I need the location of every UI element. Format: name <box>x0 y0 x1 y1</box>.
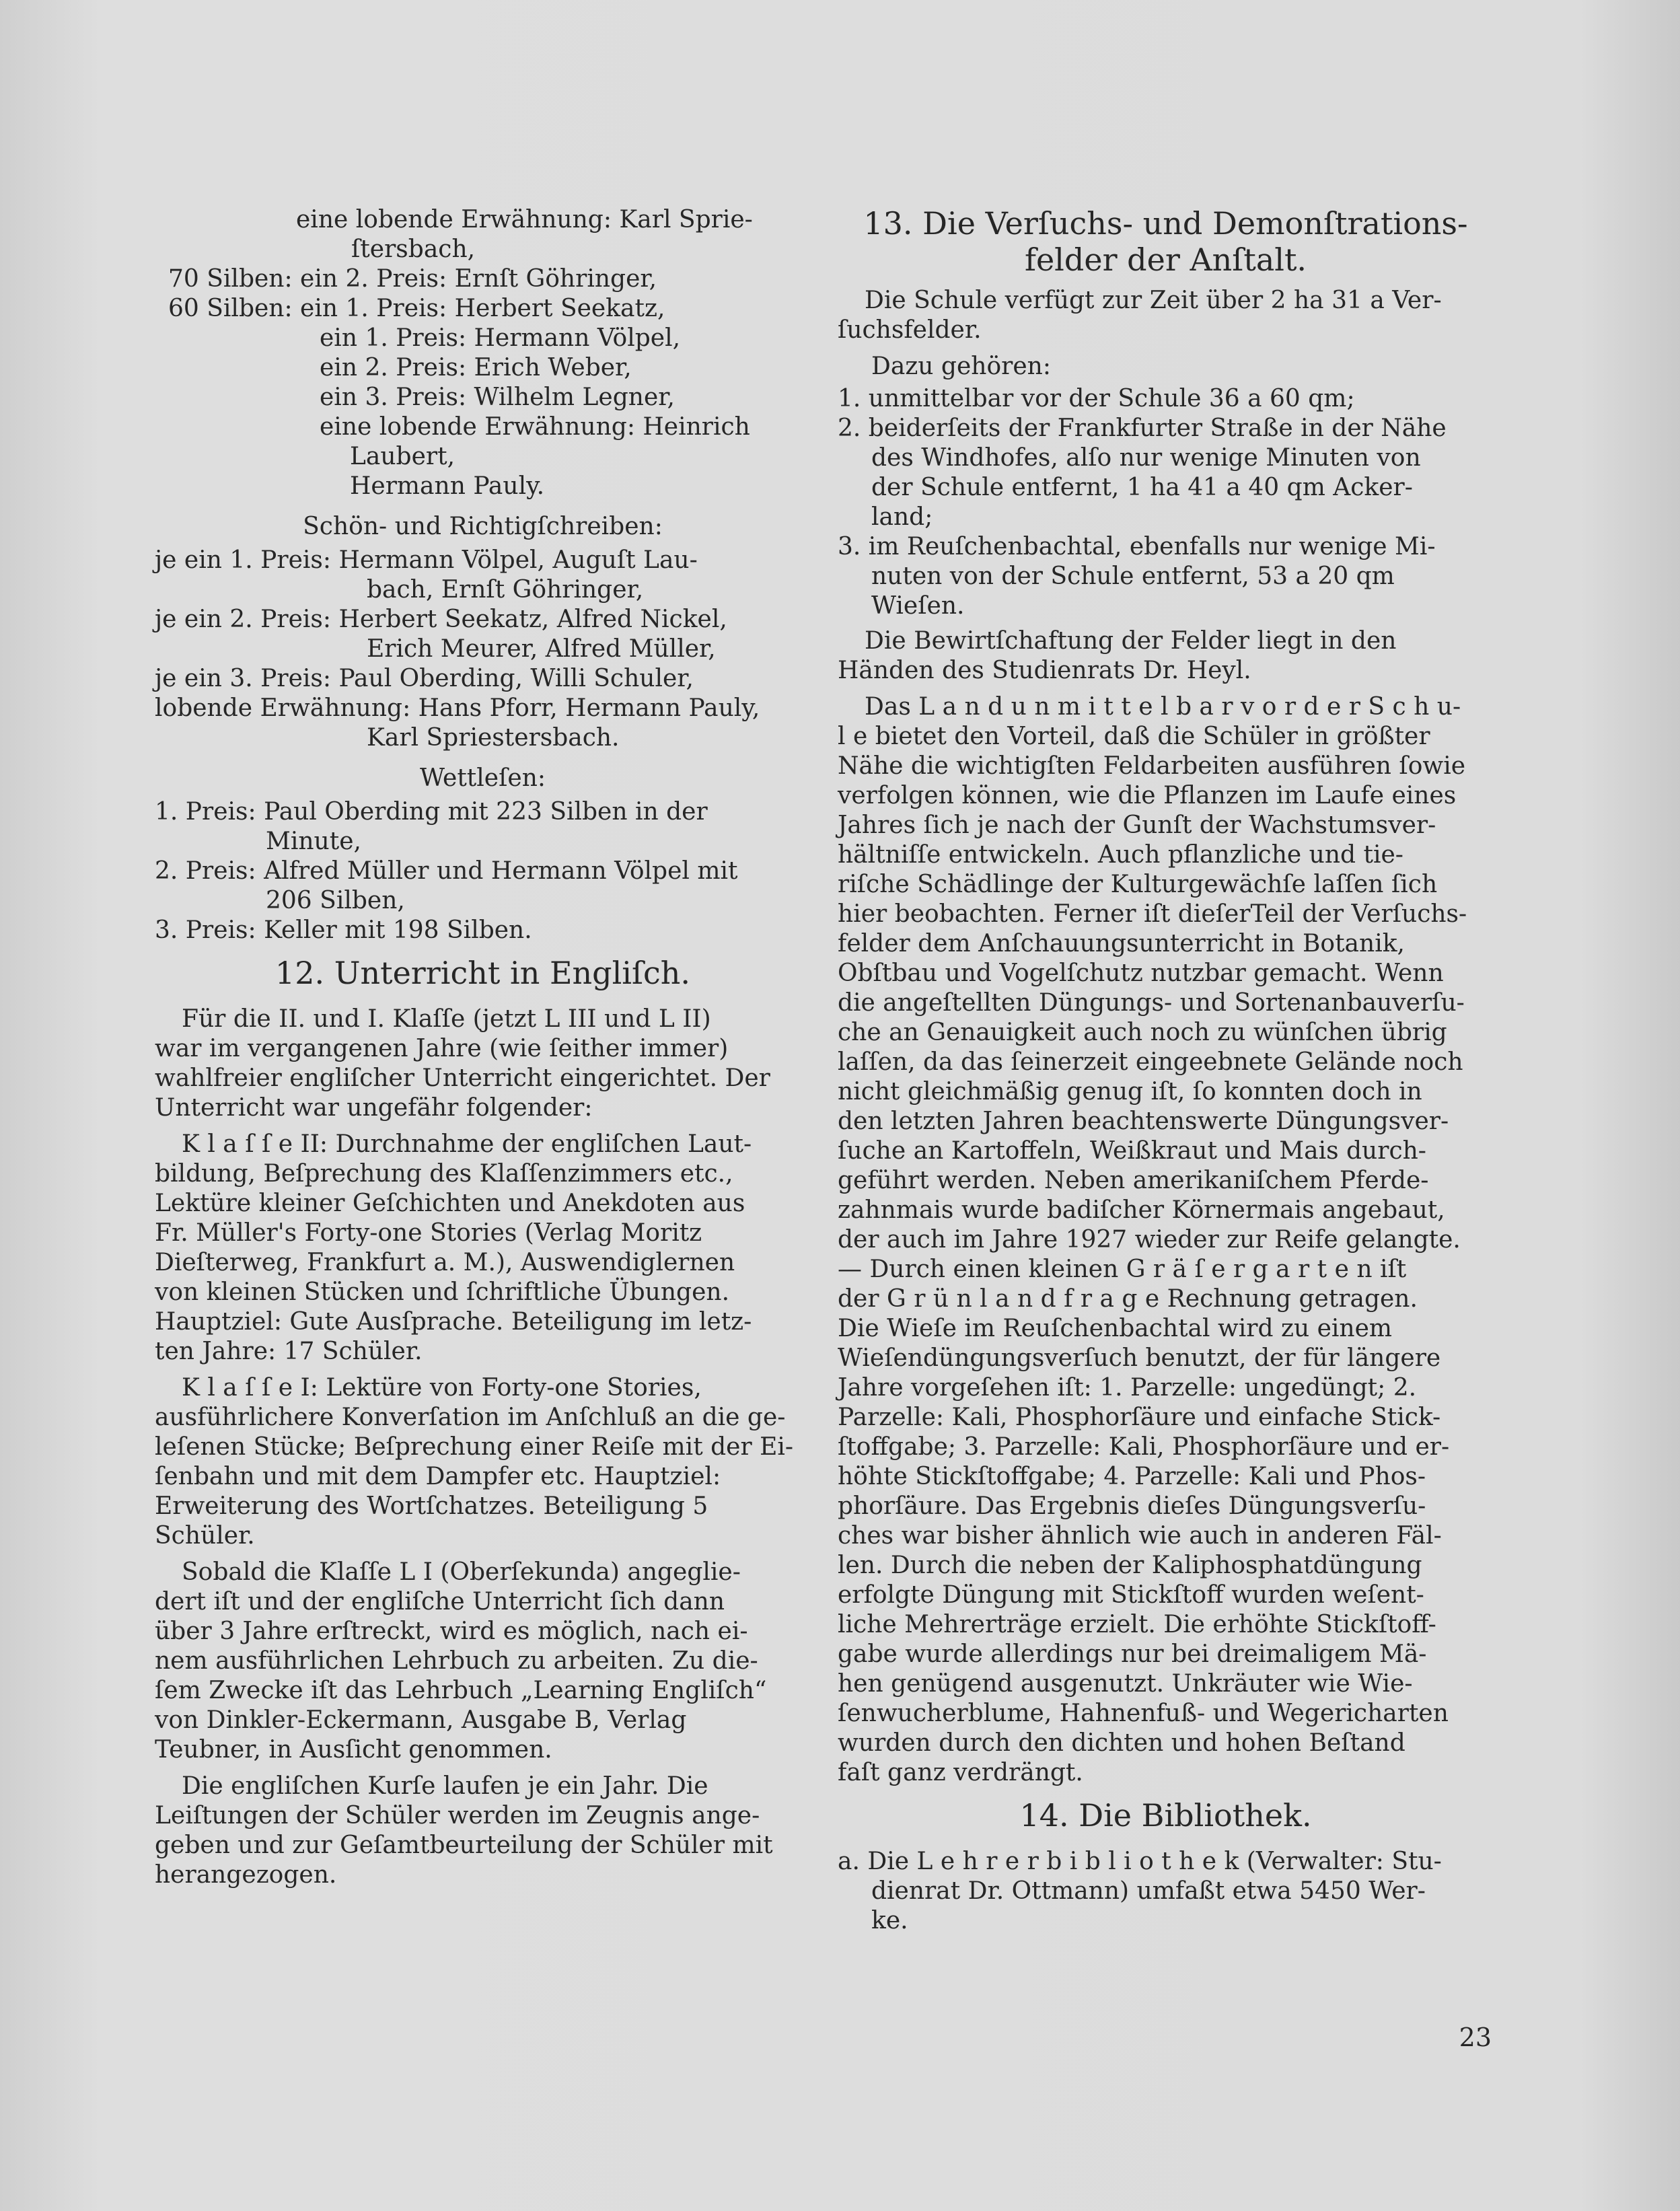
paragraph <box>155 1558 811 1765</box>
text-line: l e bietet den Vorteil, daß die Schüler in größter <box>838 723 1430 750</box>
text-line: 1. unmittelbar vor der Schule 36 a 60 qm; <box>838 385 1355 412</box>
text-line: 3. Preis: Keller mit 198 Silben. <box>155 916 532 944</box>
text-line: Nähe die wichtigſten Feldarbeiten ausführen ſowie <box>838 752 1466 780</box>
text-line: K l a ſ ſ e I: Lektüre von Forty-one Stories, <box>182 1374 702 1402</box>
text-line: Wieſendüngungsverſuch benutzt, der für längere <box>838 1344 1441 1372</box>
text-line: nem ausführlichen Lehrbuch zu arbeiten. Zu die- <box>155 1647 758 1675</box>
text-line: ausführlichere Konverſation im Anſchluß an die ge- <box>155 1404 786 1431</box>
right-column <box>838 205 1494 1936</box>
text-line: über 3 Jahre erſtreckt, wird es möglich, nach ei- <box>155 1618 748 1645</box>
text-line: ſtoffgabe; 3. Parzelle: Kali, Phosphorſäure und er- <box>838 1433 1450 1461</box>
text-line: eine lobende Erwähnung: Heinrich <box>320 413 750 441</box>
text-line: faſt ganz verdrängt. <box>838 1759 1083 1786</box>
text-line: Lektüre kleiner Geſchichten und Anekdoten aus <box>155 1190 745 1217</box>
text-line: Karl Spriestersbach. <box>367 724 620 752</box>
text-line: Teubner, in Ausſicht genommen. <box>155 1736 552 1764</box>
schoen-list <box>155 546 811 753</box>
text-line: Händen des Studienrats Dr. Heyl. <box>838 657 1251 684</box>
text-line: ein 3. Preis: Wilhelm Legner, <box>320 384 675 411</box>
section-14-heading: 14. Die Bibliothek. <box>1019 1797 1312 1834</box>
text-line: Hauptziel: Gute Ausſprache. Beteiligung im letz- <box>155 1308 752 1336</box>
text-line: len. Durch die neben der Kaliphosphatdüngung <box>838 1552 1422 1579</box>
text-line: Laubert, <box>350 443 455 470</box>
text-line: K l a ſ ſ e II: Durchnahme der engliſchen Laut- <box>182 1130 752 1158</box>
text-line: bach, Ernſt Göhringer, <box>367 576 644 604</box>
text-line: erfolgte Düngung mit Stickſtoff wurden weſent- <box>838 1581 1424 1609</box>
text-line: riſche Schädlinge der Kulturgewächſe laſſen ſich <box>838 871 1438 898</box>
text-line: nicht gleichmäßig genug iſt, ſo konnten doch in <box>838 1078 1422 1106</box>
text-line: 1. Preis: Paul Oberding mit 223 Silben in der <box>155 798 708 826</box>
text-line: 70 Silben: ein 2. Preis: Ernſt Göhringer, <box>168 265 657 293</box>
text-line: dert iſt und der engliſche Unterricht ſich dann <box>155 1588 725 1616</box>
left-column <box>155 205 811 1897</box>
text-line: den letzten Jahren beachtenswerte Düngungsver- <box>838 1108 1449 1135</box>
text-line: Dieſterweg, Frankfurt a. M.), Auswendiglernen <box>155 1249 735 1276</box>
text-line: a. Die L e h r e r b i b l i o t h e k (Verwalter: Stu- <box>838 1848 1442 1875</box>
text-line: Erich Meurer, Alfred Müller, <box>367 635 716 663</box>
text-line: felder dem Anſchauungsunterricht in Botanik, <box>838 930 1405 957</box>
paragraph <box>838 286 1494 345</box>
paragraph <box>155 1005 811 1123</box>
text-line: Das L a n d u n m i t t e l b a r v o r d e r S c h u- <box>865 693 1461 721</box>
text-line: hältniſſe entwickeln. Auch pflanzliche und tie- <box>838 841 1403 869</box>
text-line: Obſtbau und Vogelſchutz nutzbar gemacht. Wenn <box>838 959 1444 987</box>
text-line: 2. beiderſeits der Frankfurter Straße in der Nähe <box>838 414 1447 442</box>
text-line: ein 1. Preis: Hermann Völpel, <box>320 324 681 352</box>
text-line: land; <box>871 503 933 531</box>
text-line: ſuchsfelder. <box>838 316 982 344</box>
text-line: Sobald die Klaſſe L I (Oberſekunda) angeglie- <box>182 1558 741 1586</box>
section-12-heading: 12. Unterricht in Engliſch. <box>275 955 691 991</box>
text-line: von kleinen Stücken und ſchriftliche Übungen. <box>155 1278 730 1306</box>
paragraph <box>838 692 1494 1788</box>
text-line: Jahre vorgeſehen iſt: 1. Parzelle: ungedüngt; 2. <box>838 1374 1417 1402</box>
text-line: Unterricht war ungefähr folgender: <box>155 1094 593 1122</box>
text-line: Die engliſchen Kurſe laufen je ein Jahr. Die <box>182 1772 708 1800</box>
text-line: je ein 1. Preis: Hermann Völpel, Auguſt Lau- <box>155 546 698 574</box>
library-list <box>838 1847 1494 1936</box>
text-line: ſenwucherblume, Hahnenfuß- und Wegericharten <box>838 1700 1449 1727</box>
text-line: wahlfreier engliſcher Unterricht eingerichtet. Der <box>155 1064 770 1092</box>
text-line: war im vergangenen Jahre (wie ſeither immer) <box>155 1035 729 1062</box>
text-line: der G r ü n l a n d f r a g e Rechnung getragen. <box>838 1285 1418 1313</box>
text-line: dienrat Dr. Ottmann) umfaßt etwa 5450 Wer- <box>871 1877 1426 1905</box>
text-line: Minute, <box>266 828 361 855</box>
text-line: che an Genauigkeit auch noch zu wünſchen übrig <box>838 1019 1447 1046</box>
text-line: 2. Preis: Alfred Müller und Hermann Völpel mit <box>155 857 738 885</box>
text-line: Schüler. <box>155 1522 255 1550</box>
text-line: ke. <box>871 1907 908 1934</box>
text-line: phorſäure. Das Ergebnis dieſes Düngungsverſu- <box>838 1492 1426 1520</box>
paragraph <box>155 1130 811 1367</box>
schoen-title: Schön- und Richtigſchreiben: <box>303 513 663 540</box>
text-line: von Dinkler-Eckermann, Ausgabe B, Verlag <box>155 1706 687 1734</box>
text-line: bildung, Beſprechung des Klaſſenzimmers etc., <box>155 1160 733 1188</box>
field-list <box>838 384 1494 621</box>
section-13-heading-line1: 13. Die Verſuchs- und Demonſtrations- <box>863 205 1468 242</box>
text-line: zahnmais wurde badiſcher Körnermais angebaut, <box>838 1196 1445 1224</box>
paragraph <box>155 1772 811 1890</box>
text-line: hier beobachten. Ferner iſt dieſerTeil der Verſuchs- <box>838 900 1467 928</box>
text-line: höhte Stickſtoffgabe; 4. Parzelle: Kali und Phos- <box>838 1463 1426 1490</box>
text-line: Erweiterung des Wortſchatzes. Beteiligung 5 <box>155 1492 708 1520</box>
text-line: eine lobende Erwähnung: Karl Sprie- <box>296 206 753 233</box>
text-line: Für die II. und I. Klaſſe (jetzt L III und L II) <box>182 1005 711 1033</box>
text-line: Hermann Pauly. <box>350 472 545 500</box>
text-line: ein 2. Preis: Erich Weber, <box>320 354 632 382</box>
text-line: lobende Erwähnung: Hans Pforr, Hermann Pauly, <box>155 694 760 722</box>
text-line: geben und zur Geſamtbeurteilung der Schüler mit <box>155 1832 773 1859</box>
text-line: nuten von der Schule entfernt, 53 a 20 qm <box>871 563 1395 590</box>
wettlesen-title: Wettleſen: <box>419 764 546 792</box>
text-line: des Windhofes, alſo nur wenige Minuten von <box>871 444 1421 472</box>
text-line: Die Wieſe im Reuſchenbachtal wird zu einem <box>838 1315 1393 1342</box>
wettlesen-list <box>155 797 811 945</box>
text-line: ches war bisher ähnlich wie auch in anderen Fäl- <box>838 1522 1442 1550</box>
text-line: laſſen, da das ſeinerzeit eingeebnete Gelände noch <box>838 1048 1463 1076</box>
text-line: die angeſtellten Düngungs- und Sortenanbauverſu- <box>838 989 1465 1017</box>
text-line: Fr. Müller's Forty-one Stories (Verlag Moritz <box>155 1219 702 1247</box>
text-line: je ein 2. Preis: Herbert Seekatz, Alfred Nickel, <box>155 606 727 633</box>
text-line: 60 Silben: ein 1. Preis: Herbert Seekatz, <box>168 295 665 322</box>
text-line: Leiſtungen der Schüler werden im Zeugnis ange- <box>155 1802 760 1829</box>
text-line: ſem Zwecke iſt das Lehrbuch „Learning Engliſch“ <box>155 1677 767 1704</box>
text-line: Die Bewirtſchaftung der Felder liegt in den <box>865 627 1397 655</box>
text-line: 3. im Reuſchenbachtal, ebenfalls nur wenige Mi- <box>838 533 1436 560</box>
paragraph <box>838 626 1494 686</box>
text-line: verfolgen können, wie die Pflanzen im Laufe eines <box>838 782 1457 809</box>
text-line: hen genügend ausgenutzt. Unkräuter wie Wie- <box>838 1670 1413 1698</box>
text-line: Die Schule verfügt zur Zeit über 2 ha 31 a Ver- <box>865 287 1442 314</box>
text-line: leſenen Stücke; Beſprechung einer Reiſe mit der Ei- <box>155 1433 794 1461</box>
page-number: 23 <box>1459 2023 1492 2052</box>
text-line: ten Jahre: 17 Schüler. <box>155 1338 423 1365</box>
text-line: gabe wurde allerdings nur bei dreimaligem Mä- <box>838 1640 1427 1668</box>
text-line: liche Mehrerträge erzielt. Die erhöhte Stickſtoff- <box>838 1611 1436 1638</box>
text-line: Jahres ſich je nach der Gunſt der Wachstumsver- <box>838 811 1436 839</box>
text-line: Parzelle: Kali, Phosphorſäure und einfache Stick- <box>838 1404 1441 1431</box>
prize-list-top <box>155 205 811 501</box>
text-line: herangezogen. <box>155 1861 337 1889</box>
text-line: wurden durch den dichten und hohen Beſtand <box>838 1729 1405 1757</box>
text-line: der auch im Jahre 1927 wieder zur Reife gelangte. <box>838 1226 1461 1254</box>
text-line: — Durch einen kleinen G r ä ſ e r g a r t e n iſt <box>838 1256 1407 1283</box>
text-line: ſtersbach, <box>351 235 476 263</box>
text-line: Wieſen. <box>871 592 965 620</box>
section-13-heading-line2: felder der Anſtalt. <box>1024 242 1307 278</box>
text-line: je ein 3. Preis: Paul Oberding, Willi Schuler, <box>155 665 694 692</box>
text-line: der Schule entfernt, 1 ha 41 a 40 qm Acker- <box>871 474 1413 501</box>
dazu-line: Dazu gehören: <box>871 353 1051 380</box>
text-line: ſuche an Kartoffeln, Weißkraut und Mais durch- <box>838 1137 1426 1165</box>
paragraph <box>155 1373 811 1551</box>
text-line: 206 Silben, <box>266 887 405 914</box>
text-line: geführt werden. Neben amerikaniſchem Pferde- <box>838 1167 1429 1194</box>
text-line: ſenbahn und mit dem Dampfer etc. Hauptziel: <box>155 1463 721 1490</box>
